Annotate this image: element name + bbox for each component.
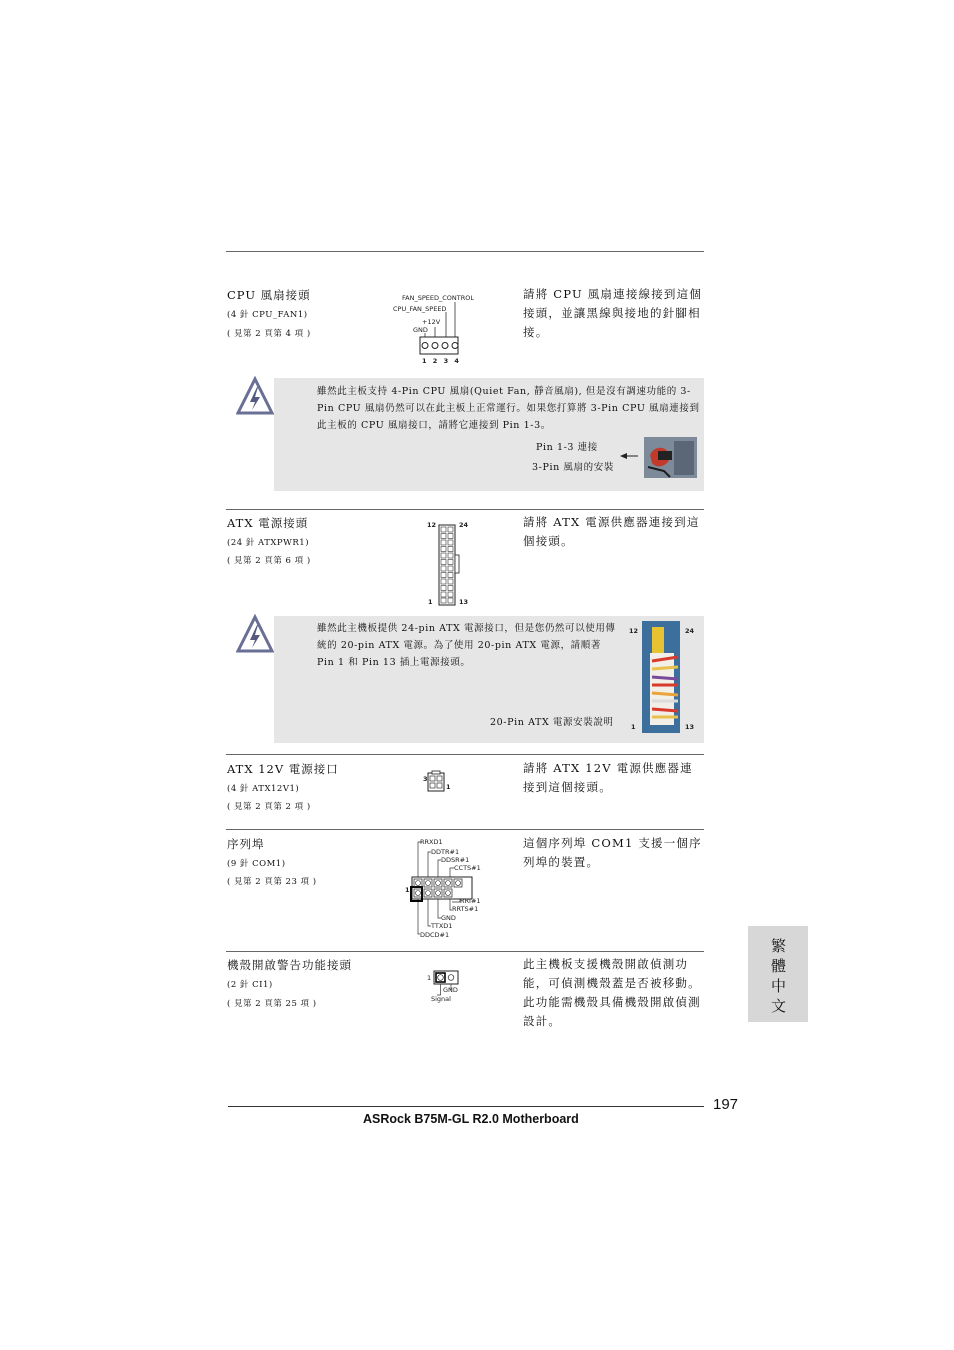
atx12v-sub1: (4 針 ATX12V1) (227, 784, 300, 794)
atx24-pin12: 12 (427, 521, 437, 529)
note-fan-caption2: 3-Pin 風扇的安裝 (532, 462, 614, 473)
cpu-fan-description: 請將 CPU 風扇連接線接到這個接頭，並讓黑線與接地的針腳相接。 (523, 287, 703, 339)
chassis-gnd: GND (443, 986, 458, 994)
photo-pin13: 13 (685, 723, 695, 731)
divider-1 (226, 509, 704, 510)
cpu-fan-diagram (390, 290, 490, 370)
chassis-sub1: (2 針 CI1) (227, 980, 273, 990)
language-side-tab (748, 926, 808, 1022)
atx24-pin1: 1 (428, 598, 433, 606)
fan-speed-control-label: FAN_SPEED_CONTROL (402, 294, 474, 302)
serial-dccd1: DDCD#1 (420, 931, 450, 939)
atx-power-title: ATX 電源接頭 (227, 516, 309, 530)
chassis-diagram (425, 968, 475, 1004)
note-box-fan (274, 378, 704, 491)
cpu-fan-sub1: (4 針 CPU_FAN1) (227, 310, 308, 320)
plus12v-label: +12V (422, 318, 441, 326)
serial-ddsr1: DDSR#1 (441, 856, 470, 864)
top-divider (226, 251, 704, 252)
atx12v-pin3: 3 (423, 775, 428, 783)
atx12v-diagram (418, 770, 458, 796)
language-label: 繁體中文 (769, 938, 787, 1018)
atx24-diagram (420, 515, 480, 611)
gnd-label: GND (413, 326, 428, 334)
atx12v-title: ATX 12V 電源接口 (227, 762, 339, 776)
chassis-title: 機殼開啟警告功能接頭 (227, 958, 352, 972)
warning-icon (236, 376, 274, 416)
serial-description: 這個序列埠 COM1 支援一個序列埠的裝置。 (523, 836, 702, 869)
page-number: 197 (713, 1096, 739, 1113)
atx12v-description: 請將 ATX 12V 電源供應器連接到這個接頭。 (523, 761, 693, 794)
serial-sub1: (9 針 COM1) (227, 859, 286, 869)
serial-rrxd1: RRXD1 (420, 838, 443, 846)
divider-3 (226, 829, 704, 830)
arrow-left-icon (620, 444, 638, 450)
serial-diagram (404, 838, 504, 944)
atx12v-sub2: ( 見第 2 頁第 2 項 ) (227, 802, 311, 812)
atx-power-sub2: ( 見第 2 頁第 6 項 ) (227, 556, 311, 566)
photo-pin1: 1 (631, 723, 636, 731)
serial-sub2: ( 見第 2 頁第 23 項 ) (227, 877, 317, 887)
divider-2 (226, 754, 704, 755)
serial-gnd: GND (441, 914, 456, 922)
serial-rri1: RRI#1 (460, 897, 481, 905)
divider-4 (226, 951, 704, 952)
cpu-fan-speed-label: CPU_FAN_SPEED (393, 305, 447, 313)
footer-rule (228, 1106, 704, 1107)
note-atx-caption: 20-Pin ATX 電源安裝說明 (490, 717, 614, 728)
serial-ddtr1: DDTR#1 (431, 848, 460, 856)
note-atx-text: 雖然此主機板提供 24-pin ATX 電源接口，但是您仍然可以使用傳統的 20-pin ATX 電源。為了使用 20-pin ATX 電源，請順著 Pin 1 和 Pin 13 插上電源接頭。 (317, 623, 616, 668)
note-fan-text: 雖然此主板支持 4-Pin CPU 風扇(Quiet Fan, 靜音風扇), 但是沒有調速功能的 3-Pin CPU 風扇仍然可以在此主板上正常運行。如果您打算將 3-Pin CPU 風扇連接到此主板的 CPU 風扇接口，請將它連接到 Pin 1-3。 (317, 386, 700, 431)
atx24-pin24: 24 (459, 521, 469, 529)
serial-title: 序列埠 (227, 837, 265, 851)
chassis-description: 此主機板支援機殼開啟偵測功能，可偵測機殼蓋是否被移動。此功能需機殼具備機殼開啟偵測設計。 (523, 957, 701, 1028)
note-fan-caption1: Pin 1-3 連接 (536, 442, 598, 453)
photo-pin24: 24 (685, 627, 695, 635)
serial-ttxd1: TTXD1 (431, 922, 453, 930)
cpu-fan-sub2: ( 見第 2 頁第 4 項 ) (227, 329, 311, 339)
photo-pin12: 12 (629, 627, 639, 635)
atx-power-sub1: (24 針 ATXPWR1) (227, 538, 310, 548)
atx12v-pin1: 1 (446, 783, 451, 791)
chassis-pin1: 1 (427, 974, 432, 982)
note-box-atx (274, 616, 704, 743)
chassis-signal: Signal (431, 995, 451, 1003)
serial-rrts1: RRTS#1 (452, 905, 479, 913)
atx24-pin13: 13 (459, 598, 469, 606)
atx-install-photo (642, 621, 680, 733)
fan-install-photo (644, 437, 697, 478)
chassis-sub2: ( 見第 2 頁第 25 項 ) (227, 999, 317, 1009)
fan-pin-numbers: 1 2 3 4 (422, 357, 461, 365)
atx-power-description: 請將 ATX 電源供應器連接到這個接頭。 (523, 515, 700, 548)
warning-icon (236, 614, 274, 654)
serial-ccts1: CCTS#1 (454, 864, 481, 872)
footer-product: ASRock B75M-GL R2.0 Motherboard (363, 1112, 579, 1126)
cpu-fan-title: CPU 風扇接頭 (227, 288, 311, 302)
serial-pin1: 1 (405, 886, 410, 894)
